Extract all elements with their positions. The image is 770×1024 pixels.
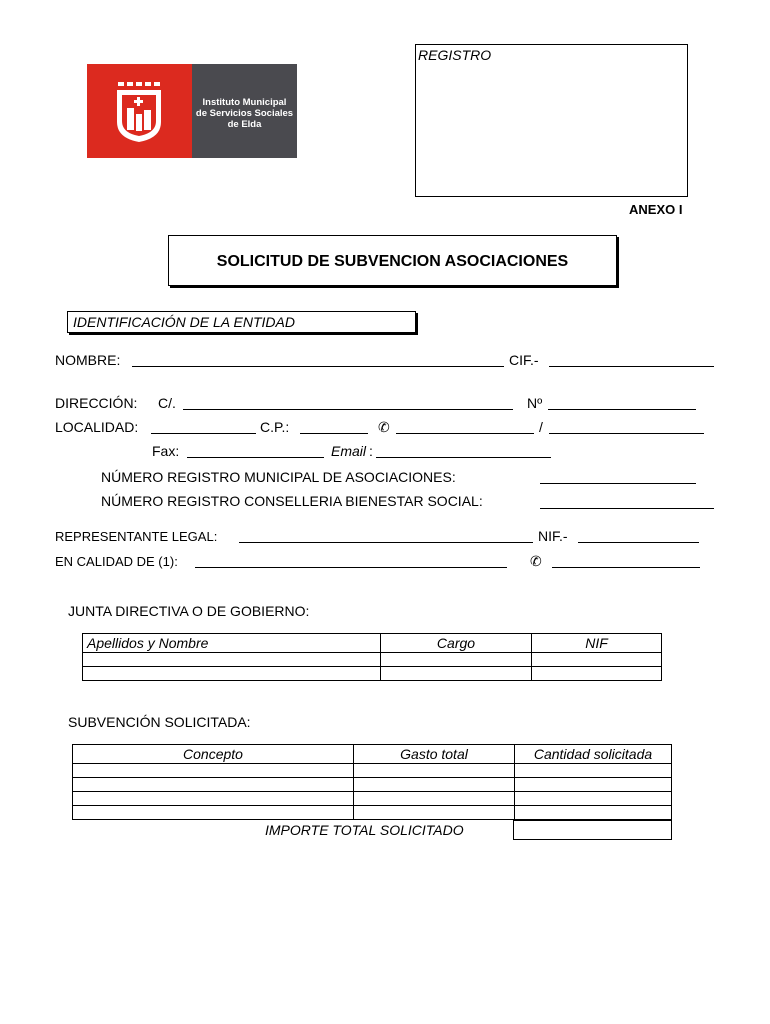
subvencion-cell[interactable]	[515, 792, 672, 806]
title-box	[168, 235, 617, 286]
registro-box[interactable]	[415, 44, 688, 197]
table-row	[73, 764, 672, 778]
subvencion-cell[interactable]	[354, 764, 515, 778]
subvencion-cell[interactable]	[354, 792, 515, 806]
junta-cell[interactable]	[381, 653, 532, 667]
email-field[interactable]	[376, 457, 551, 458]
logo-emblem	[87, 64, 192, 158]
localidad-field[interactable]	[151, 433, 256, 434]
subvencion-table	[72, 744, 672, 820]
junta-header-row	[83, 634, 662, 653]
subvencion-col-cantidad: Cantidad solicitada	[515, 745, 672, 764]
page-title: SOLICITUD DE SUBVENCION ASOCIACIONES	[216, 253, 569, 270]
subvencion-header-row	[73, 745, 672, 764]
fax-label: Fax:	[152, 443, 180, 459]
slash-separator: /	[539, 419, 543, 435]
phone-icon: ✆	[378, 419, 390, 435]
section-identificacion-header	[67, 311, 416, 333]
telefono-representante-field[interactable]	[552, 567, 700, 568]
calidad-label: EN CALIDAD DE (1):	[55, 554, 178, 569]
subvencion-cell[interactable]	[73, 764, 354, 778]
direccion-label: DIRECCIÓN:	[55, 395, 138, 411]
subvencion-cell[interactable]	[515, 778, 672, 792]
email-colon: :	[369, 443, 373, 459]
numero-label: Nº	[527, 395, 543, 411]
subvencion-cell[interactable]	[354, 778, 515, 792]
logo-line-2: de Servicios Sociales	[195, 108, 294, 119]
subvencion-cell[interactable]	[73, 806, 354, 820]
junta-cell[interactable]	[83, 653, 381, 667]
registro-conselleria-field[interactable]	[540, 508, 714, 509]
table-row	[73, 778, 672, 792]
section-identificacion-label: IDENTIFICACIÓN DE LA ENTIDAD	[73, 314, 295, 330]
representante-label: REPRESENTANTE LEGAL:	[55, 529, 218, 544]
junta-cell[interactable]	[83, 667, 381, 681]
cp-field[interactable]	[300, 433, 368, 434]
cif-label: CIF.-	[509, 352, 539, 368]
calle-label: C/.	[158, 395, 176, 411]
subvencion-cell[interactable]	[73, 778, 354, 792]
subvencion-col-gasto: Gasto total	[354, 745, 515, 764]
phone-icon-2: ✆	[530, 553, 542, 569]
table-row	[83, 653, 662, 667]
anexo-label: ANEXO I	[629, 202, 683, 217]
representante-field[interactable]	[239, 542, 533, 543]
junta-col-cargo: Cargo	[381, 634, 532, 653]
logo-line-3: de Elda	[227, 119, 262, 130]
junta-heading: JUNTA DIRECTIVA O DE GOBIERNO:	[68, 603, 310, 619]
calidad-field[interactable]	[195, 567, 507, 568]
subvencion-cell[interactable]	[73, 792, 354, 806]
logo-text-panel	[192, 64, 297, 158]
junta-cell[interactable]	[532, 653, 662, 667]
table-row	[73, 792, 672, 806]
subvencion-cell[interactable]	[515, 806, 672, 820]
junta-col-nombre: Apellidos y Nombre	[83, 634, 381, 653]
nif-label: NIF.-	[538, 528, 568, 544]
localidad-label: LOCALIDAD:	[55, 419, 139, 435]
junta-table	[82, 633, 662, 681]
junta-cell[interactable]	[532, 667, 662, 681]
table-row	[83, 667, 662, 681]
nombre-field[interactable]	[132, 366, 504, 367]
subvencion-cell[interactable]	[354, 806, 515, 820]
fax-field[interactable]	[187, 457, 324, 458]
shield-icon	[87, 64, 192, 158]
subvencion-cell[interactable]	[515, 764, 672, 778]
logo-line-1: Instituto Municipal	[202, 97, 287, 108]
cif-field[interactable]	[549, 366, 714, 367]
telefono-field[interactable]	[396, 433, 534, 434]
nif-field[interactable]	[578, 542, 699, 543]
cp-label: C.P.:	[260, 419, 290, 435]
subvencion-heading: SUBVENCIÓN SOLICITADA:	[68, 714, 251, 730]
junta-cell[interactable]	[381, 667, 532, 681]
junta-col-nif: NIF	[532, 634, 662, 653]
importe-total-field[interactable]	[513, 820, 672, 840]
registro-label: REGISTRO	[418, 47, 492, 63]
numero-field[interactable]	[548, 409, 696, 410]
subvencion-col-concepto: Concepto	[73, 745, 354, 764]
calle-field[interactable]	[183, 409, 513, 410]
registro-municipal-field[interactable]	[540, 483, 696, 484]
importe-total-label: IMPORTE TOTAL SOLICITADO	[265, 822, 464, 838]
email-label: Email	[331, 443, 367, 459]
table-row	[73, 806, 672, 820]
nombre-label: NOMBRE:	[55, 352, 121, 368]
telefono2-field[interactable]	[549, 433, 704, 434]
registro-conselleria-label: NÚMERO REGISTRO CONSELLERIA BIENESTAR SOCIAL:	[101, 493, 483, 509]
registro-municipal-label: NÚMERO REGISTRO MUNICIPAL DE ASOCIACIONES:	[101, 469, 456, 485]
